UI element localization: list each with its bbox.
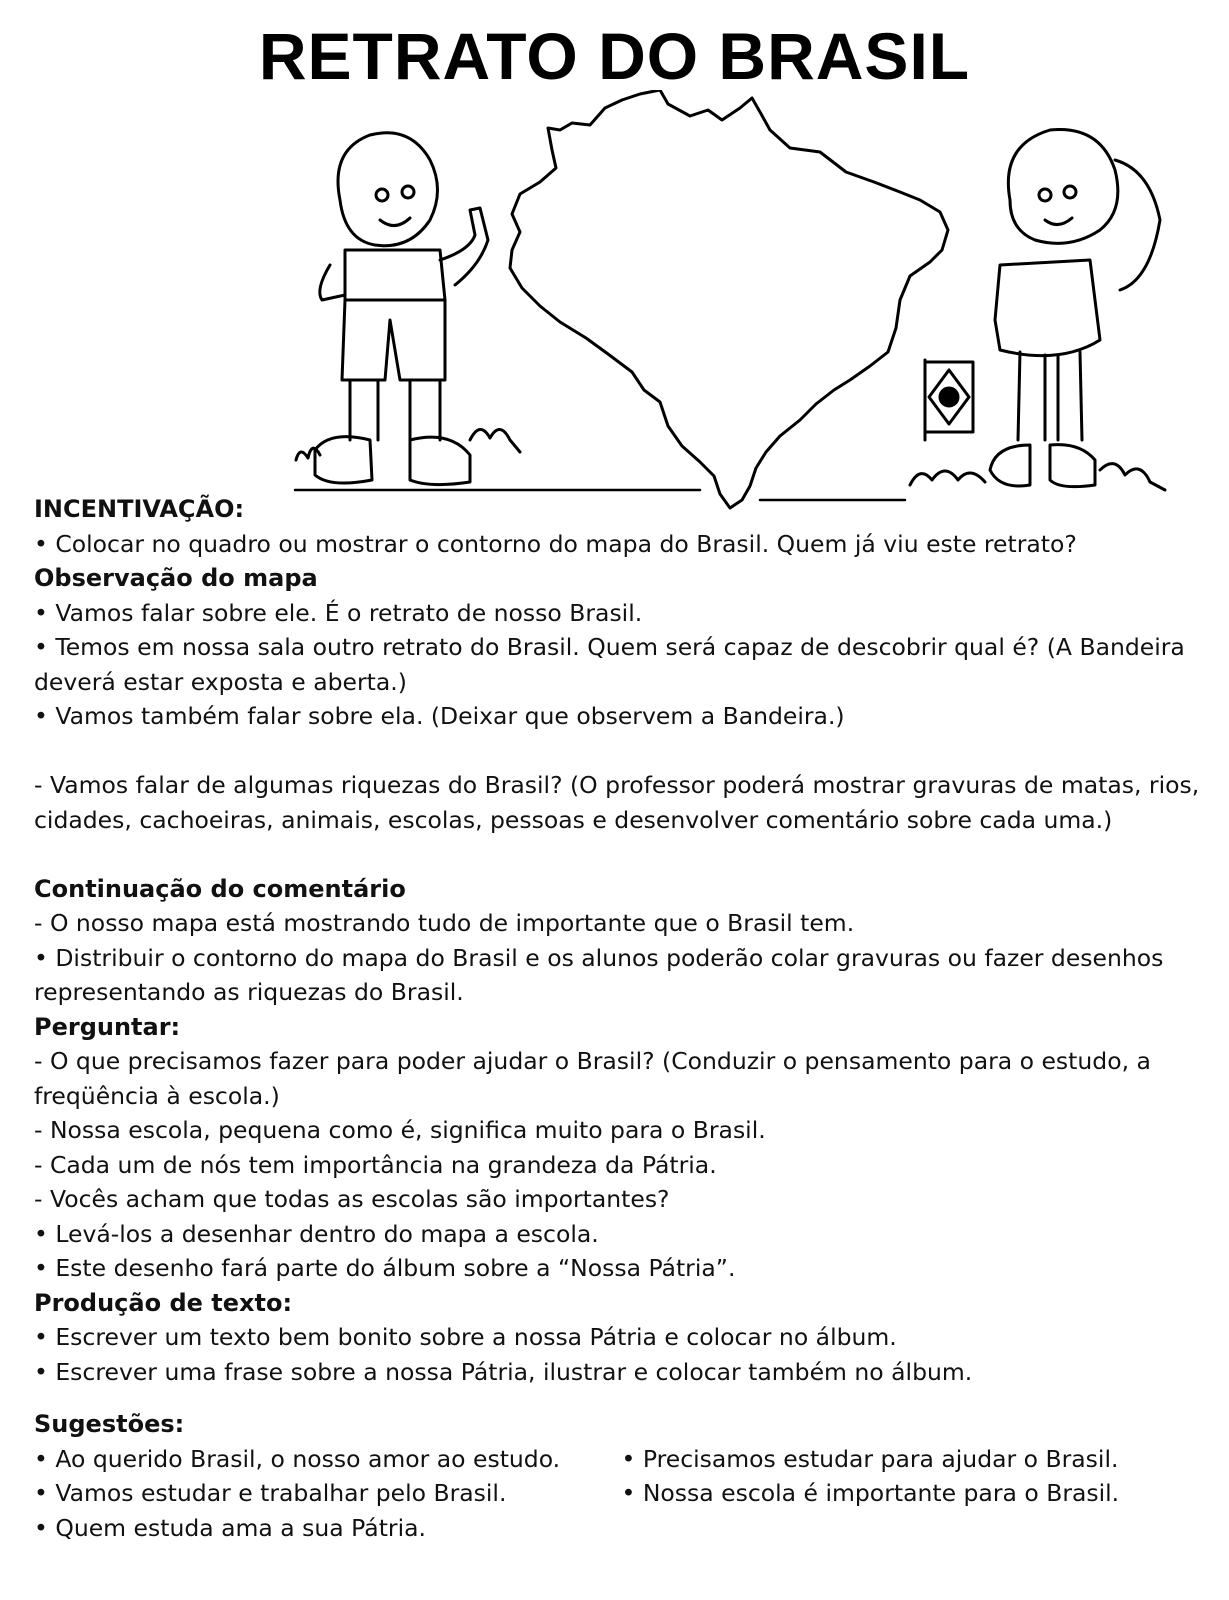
list-item: • Quem estuda ama a sua Pátria. bbox=[34, 1513, 426, 1542]
list-item: - O que precisamos fazer para poder ajudar o Brasil? (Conduzir o pensamento para o estudo, a freqüência à escola.) bbox=[34, 1047, 1151, 1110]
list-item: - Cada um de nós tem importância na grandeza da Pátria. bbox=[34, 1150, 717, 1179]
list-item: • Escrever um texto bem bonito sobre a nossa Pátria e colocar no álbum. bbox=[34, 1323, 897, 1351]
sugestoes-columns bbox=[34, 1442, 1209, 1546]
list-item: • Distribuir o contorno do mapa do Brasil e os alunos poderão colar gravuras ou fazer desenhos representando as riquezas do Brasil. bbox=[34, 943, 1164, 1006]
heading-perguntar: Perguntar: bbox=[34, 1012, 181, 1041]
list-item: • Escrever uma frase sobre a nossa Pátria, ilustrar e colocar também no álbum. bbox=[34, 1357, 973, 1386]
list-item: • Temos em nossa sala outro retrato do Brasil. Quem será capaz de descobrir qual é? (A Bandeira deverá estar exposta e aberta.) bbox=[34, 633, 1185, 696]
list-item: - Nossa escola, pequena como é, significa muito para o Brasil. bbox=[34, 1116, 766, 1144]
heading-producao: Produção de texto: bbox=[34, 1288, 293, 1317]
sugestoes-left bbox=[34, 1442, 622, 1546]
list-item: • Precisamos estudar para ajudar o Brasil. bbox=[621, 1444, 1119, 1473]
heading-observacao: Observação do mapa bbox=[34, 564, 318, 592]
list-item: • Este desenho fará parte do álbum sobre a “Nossa Pátria”. bbox=[34, 1254, 736, 1282]
heading-continuacao: Continuação do comentário bbox=[34, 874, 406, 903]
list-item: - O nosso mapa está mostrando tudo de importante que o Brasil tem. bbox=[34, 909, 855, 937]
list-item: • Nossa escola é importante para o Brasil. bbox=[621, 1479, 1120, 1507]
sugestoes-right bbox=[622, 1442, 1210, 1546]
list-item: • Vamos falar sobre ele. É o retrato de nosso Brasil. bbox=[34, 598, 643, 627]
illustration bbox=[0, 90, 1229, 520]
brazil-map-outline-icon bbox=[510, 90, 948, 508]
worksheet-text bbox=[34, 492, 1209, 1545]
brazil-flag-icon bbox=[925, 360, 973, 440]
list-item: • Ao querido Brasil, o nosso amor ao estudo. bbox=[34, 1444, 561, 1473]
page-title: RETRATO DO BRASIL bbox=[258, 19, 971, 93]
list-item: • Vamos também falar sobre ela. (Deixar que observem a Bandeira.) bbox=[34, 702, 845, 730]
girl-holding-flag-icon bbox=[990, 130, 1160, 487]
heading-sugestoes: Sugestões: bbox=[34, 1410, 185, 1438]
list-item: • Vamos estudar e trabalhar pelo Brasil. bbox=[34, 1479, 507, 1507]
list-item: - Vocês acham que todas as escolas são importantes? bbox=[34, 1185, 670, 1213]
paragraph-riquezas: - Vamos falar de algumas riquezas do Brasil? (O professor poderá mostrar gravuras de matas, rios, cidades, cachoeiras, animais, escolas, pessoas e desenvolver comentário sobre cada uma.) bbox=[34, 771, 1200, 834]
boy-thumbs-up-icon bbox=[315, 133, 488, 485]
heading-incentivacao: INCENTIVAÇÃO: bbox=[34, 495, 245, 523]
list-item: • Levá-los a desenhar dentro do mapa a escola. bbox=[34, 1219, 599, 1248]
list-item: • Colocar no quadro ou mostrar o contorno do mapa do Brasil. Quem já viu este retrato? bbox=[34, 529, 1077, 558]
